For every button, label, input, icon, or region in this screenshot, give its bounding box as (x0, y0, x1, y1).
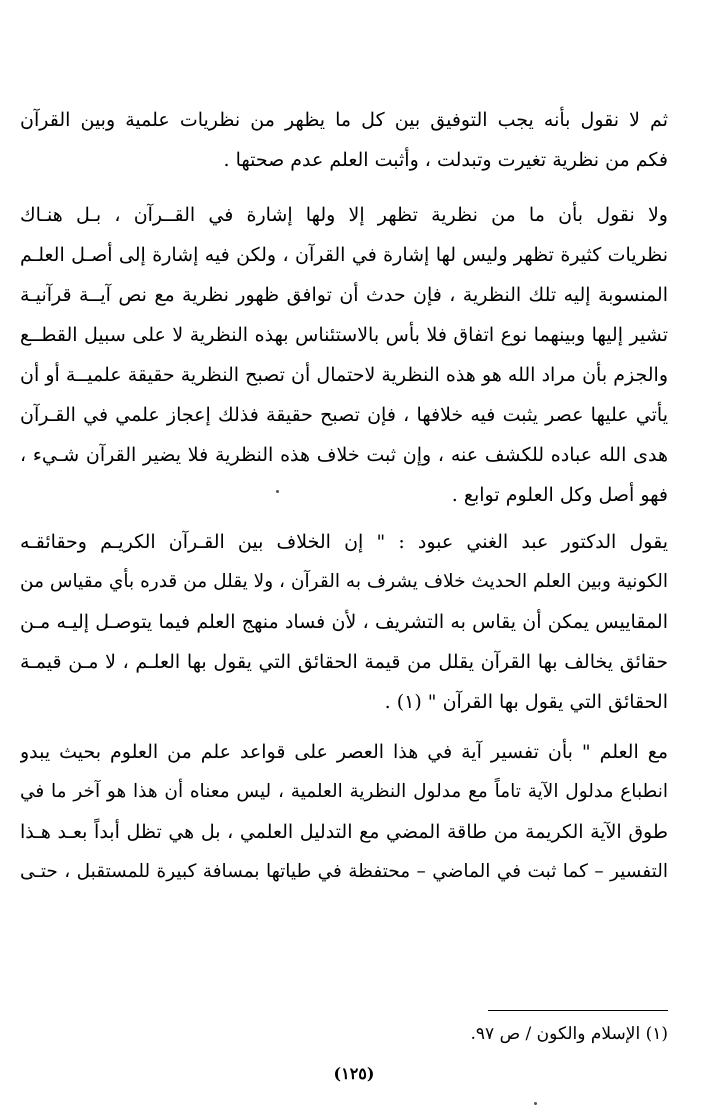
text-line: ولا نقول بأن ما من نظرية تظهر إلا ولها إشارة في القــرآن ، بـل هنـاك (20, 204, 668, 226)
paragraph-4 (20, 732, 668, 892)
text-line: ثم لا نقول بأنه يجب التوفيق بين كل ما يظهر من نظريات علمية وبين القرآن (20, 109, 668, 131)
text-line: فكم من نظرية تغيرت وتبدلت ، وأثبت العلم عدم صحتها . (223, 149, 668, 171)
footnote: (١) الإسلام والكون / ص ٩٧. (470, 1024, 668, 1044)
text-line: يأتي عليها عصر يثبت فيه خلافها ، فإن تصبح حقيقة فذلك إعجاز علمي في القـرآن (20, 404, 668, 426)
scan-speck (276, 490, 279, 493)
scan-speck (534, 1102, 537, 1105)
text-line: التفسير – كما ثبت في الماضي – محتفظة في طياتها بمسافة كبيرة للمستقبل ، حتـى (20, 861, 668, 882)
paragraph-3 (20, 522, 668, 722)
text-line: الحقائق التي يقول بها القرآن " (١) . (384, 691, 668, 713)
footnote-divider (488, 1010, 668, 1011)
text-line: فهو أصل وكل العلوم توابع . (451, 484, 668, 506)
text-line: المنسوبة إليه تلك النظرية ، فإن حدث أن توافق ظهور نظرية مع نص آيــة قرآنيـة (20, 284, 668, 306)
text-line: الكونية وبين العلم الحديث خلاف يشرف به القرآن ، ولا يقلل من قدره بأي مقياس من (20, 571, 668, 592)
paragraph-1 (20, 100, 668, 180)
text-line: والجزم بأن مراد الله هو هذه النظرية لاحتمال أن تصبح النظرية حقيقة علميــة أو أن (20, 364, 668, 386)
text-line: يقول الدكتور عبد الغني عبود : " إن الخلاف بين القـرآن الكريـم وحقائقـه (20, 531, 668, 553)
text-line: هدى الله عباده للكشف عنه ، وإن ثبت خلاف هذه النظرية فلا يضير القرآن شـيء ، (20, 444, 668, 466)
text-line: تشير إليها وبينهما نوع اتفاق فلا بأس بالاستئناس بهذه النظرية لا على سبيل القطــع (20, 324, 668, 346)
text-line: انطباع مدلول الآية تاماً مع مدلول النظرية العلمية ، ليس معناه أن هذا هو آخر ما في (20, 781, 668, 802)
text-line: نظريات كثيرة تظهر وليس لها إشارة في القرآن ، ولكن فيه إشارة إلى أصـل العلـم (20, 244, 668, 266)
paragraph-2 (20, 195, 668, 515)
page-number: (١٢٥) (333, 1064, 375, 1083)
text-line: طوق الآية الكريمة من طاقة المضي مع التدليل العلمي ، بل هي تظل أبداً بعـد هـذا (20, 821, 668, 843)
text-line: حقائق يخالف بها القرآن يقلل من قيمة الحقائق التي يقول بها العلـم ، لا مـن قيمـة (20, 651, 668, 673)
text-line: المقاييس يمكن أن يقاس به التشريف ، لأن فساد منهج العلم فيما يتوصـل إليـه مـن (20, 611, 668, 633)
text-line: مع العلم " بأن تفسير آية في هذا العصر على قواعد علم من العلوم بحيث يبدو (20, 741, 668, 763)
